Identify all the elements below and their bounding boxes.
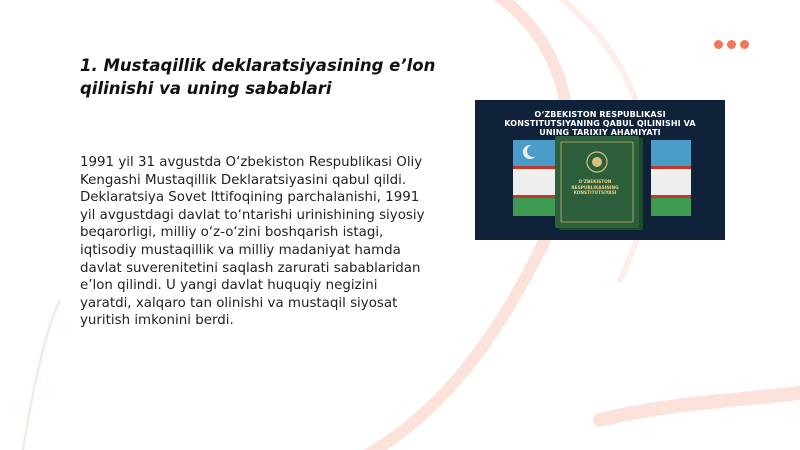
image-caption-line: KONSTITUTSIYANING QABUL QILINISHI VA	[504, 119, 696, 128]
image-caption-line: UNING TARIXIY AHAMIYATI	[539, 128, 661, 137]
book-cover-text	[553, 180, 637, 197]
book-cover-line: RESPUBLIKASINING	[571, 185, 619, 191]
dot-3	[740, 40, 749, 49]
three-dots-icon	[714, 40, 749, 49]
book-cover-line: KONSTITUTSIYASI	[573, 191, 617, 196]
book-cover-line: O‘ZBEKISTON	[578, 180, 612, 185]
slide-title: 1. Mustaqillik deklaratsiyasining e’lon qilinishi va uning sabablari	[80, 56, 436, 98]
image-caption	[475, 110, 725, 137]
dot-2	[727, 40, 736, 49]
image-caption-line: O‘ZBEKISTON RESPUBLIKASI	[534, 110, 666, 119]
slide-body-text: 1991 yil 31 avgustda O‘zbekiston Respublikasi Oliy Kengashi Mustaqillik Deklaratsiyasini qabul qildi. Deklaratsiya Sovet Ittifoqining parchalanishi, 1991 yil avgustdagi davlat to‘ntarishi urinishining siyosiy beqarorligi, milliy o‘z-o‘zini boshqarish istagi, iqtisodiy mustaqillik va milliy madaniyat hamda davlat suverenitetini saqlash zarurati sabablaridan e’lon qilindi. U yangi davlat huquqiy negizini yaratdi, xalqaro tan olinishi va mustaqil siyosat yuritish imkonini berdi.	[80, 155, 425, 329]
dot-1	[714, 40, 723, 49]
constitution-image	[475, 100, 725, 240]
